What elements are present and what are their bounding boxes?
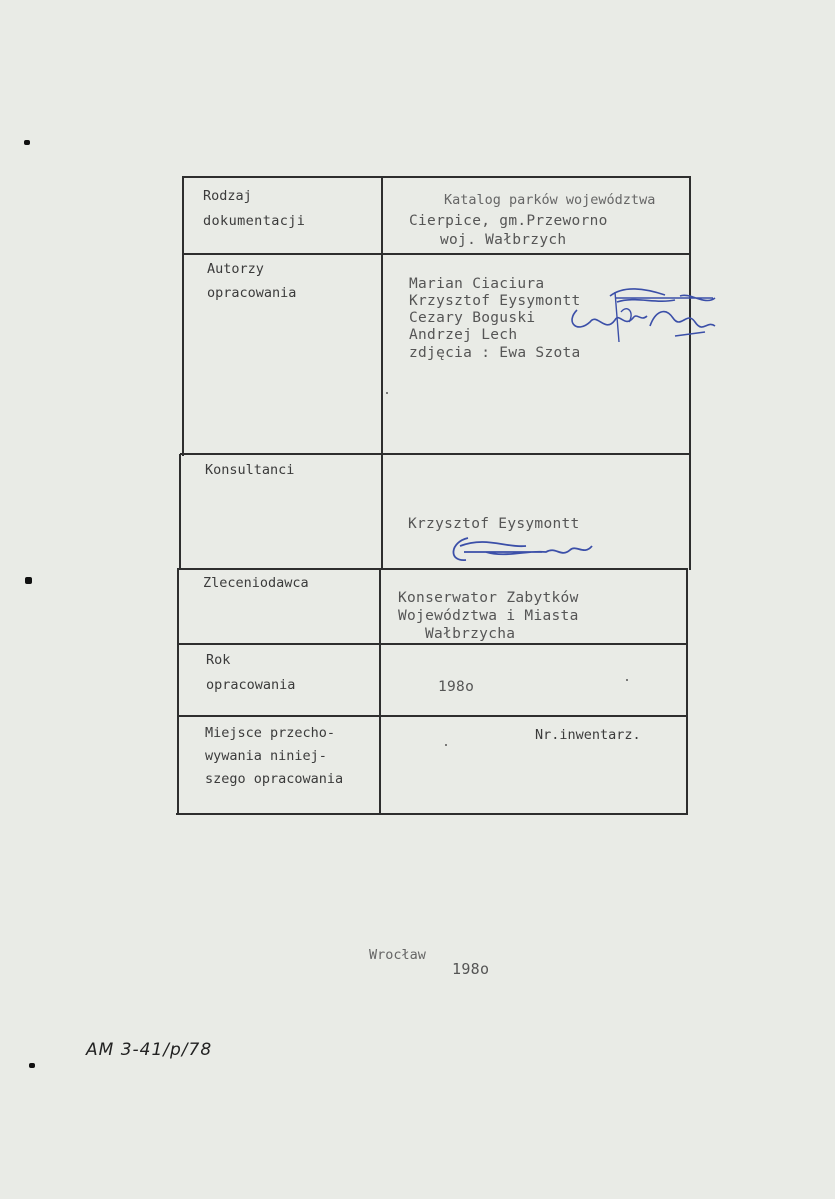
label-year-line1: Rok xyxy=(206,652,231,668)
label-storage-line2: wywania niniej- xyxy=(205,748,327,764)
label-document-type-line1: Rodzaj xyxy=(203,188,252,204)
consultant-signature xyxy=(446,532,598,568)
label-storage-line3: szego opracowania xyxy=(205,771,344,787)
punch-hole-mark xyxy=(29,1063,35,1068)
authors-signatures xyxy=(555,282,720,348)
value-commissioner-line2: Województwa i Miasta xyxy=(398,608,579,624)
handwritten-archive-reference: AM 3-41/p/78 xyxy=(86,1040,213,1060)
value-document-type-line1: Katalog parków województwa xyxy=(444,192,656,208)
label-document-type-line2: dokumentacji xyxy=(203,213,306,229)
ink-speck xyxy=(445,744,447,746)
value-consultant: Krzysztof Eysymontt xyxy=(408,516,580,532)
value-author-4: Andrzej Lech xyxy=(409,327,518,343)
value-document-type-line3: woj. Wałbrzych xyxy=(440,232,567,248)
ink-speck xyxy=(626,679,628,681)
value-inventory-number: Nr.inwentarz. xyxy=(535,727,641,743)
label-storage-line1: Miejsce przecho- xyxy=(205,725,336,741)
value-author-2: Krzysztof Eysymontt xyxy=(409,293,581,309)
ink-speck xyxy=(386,392,388,394)
value-commissioner-line3: Wałbrzycha xyxy=(425,626,516,642)
value-year: 198o xyxy=(438,679,475,695)
value-author-1: Marian Ciaciura xyxy=(409,276,545,292)
value-author-photos: zdjęcia : Ewa Szota xyxy=(409,345,581,361)
value-document-type-line2: Cierpice, gm.Przeworno xyxy=(409,213,608,229)
punch-hole-mark xyxy=(24,140,30,145)
punch-hole-mark xyxy=(25,577,32,584)
footer-place: Wrocław xyxy=(369,947,426,963)
value-commissioner-line1: Konserwator Zabytków xyxy=(398,590,579,606)
label-authors-line1: Autorzy xyxy=(207,261,264,277)
footer-year: 198o xyxy=(452,960,490,978)
label-year-line2: opracowania xyxy=(206,677,296,693)
label-commissioner: Zleceniodawca xyxy=(203,575,309,591)
label-consultants: Konsultanci xyxy=(205,462,295,478)
value-author-3: Cezary Boguski xyxy=(409,310,536,326)
label-authors-line2: opracowania xyxy=(207,285,297,301)
